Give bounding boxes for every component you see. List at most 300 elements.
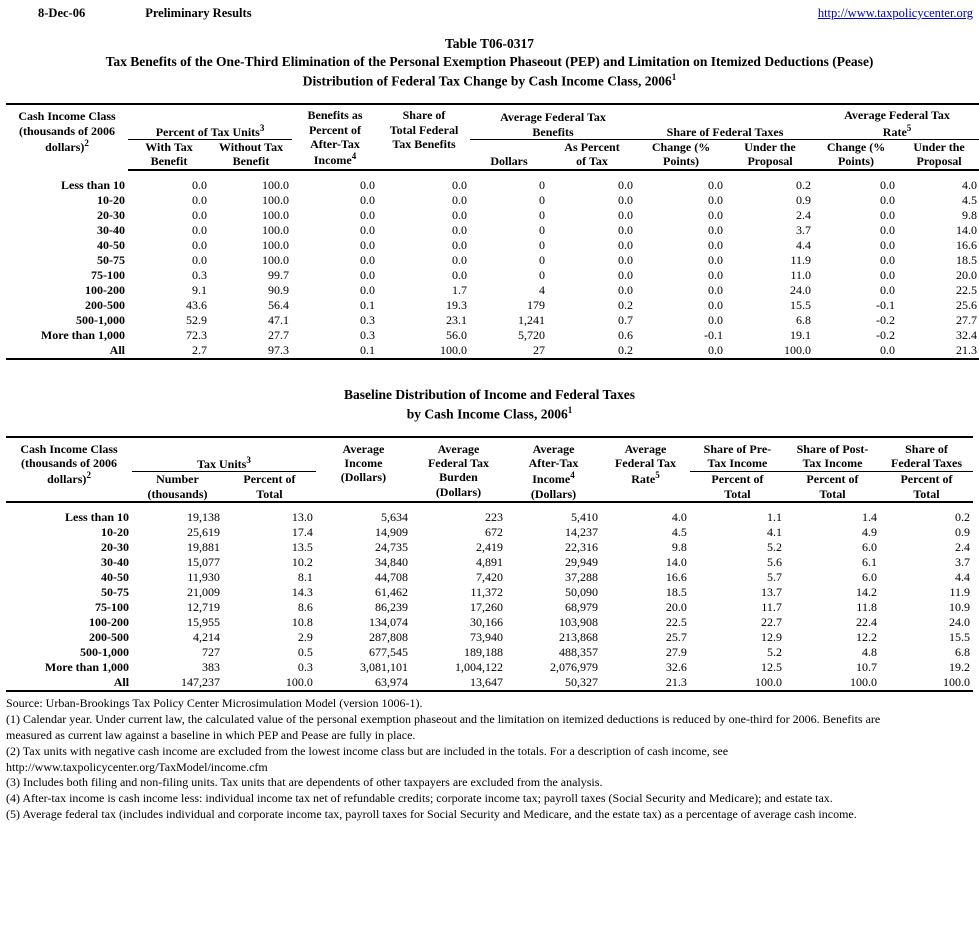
table-number: Table T06-0317 — [445, 36, 534, 51]
cell-share-change: 0.0 — [708, 252, 724, 267]
table-row — [6, 178, 979, 193]
cell-share-total: 100.0 — [440, 342, 468, 357]
row-label: 20-30 — [101, 540, 130, 555]
table-row — [6, 298, 979, 313]
row-label: 500-1,000 — [80, 645, 130, 660]
cell-avg-income: 134,074 — [368, 615, 408, 630]
cell-number: 147,237 — [180, 675, 220, 690]
cell-share-total: 0.0 — [452, 177, 468, 192]
cell-share-pre-tax: 12.5 — [760, 660, 782, 675]
cell-rate-under: 25.6 — [956, 297, 978, 312]
cell-without-benefit: 27.7 — [268, 327, 290, 342]
cell-rate-change: 0.0 — [880, 282, 896, 297]
cell-share-total: 0.0 — [452, 222, 468, 237]
cell-share-total: 0.0 — [452, 237, 468, 252]
row-label: 100-200 — [85, 282, 125, 297]
cell-rate-change: 0.0 — [880, 252, 896, 267]
cell-number: 19,881 — [186, 540, 220, 555]
baseline-title-line2: by Cash Income Class, 2006$^1$ — [406, 404, 573, 422]
cell-avg-after-tax: 50,090 — [565, 585, 599, 600]
cell-avg-income: 3,081,101 — [359, 660, 408, 675]
cell-avg-rate: 25.7 — [665, 630, 687, 645]
footnote-2: (2) Tax units with negative cash income are excluded from the lowest income class but are included in the totals. For a description of cash income, see — [6, 743, 729, 758]
footnote-ref-2b: 2 — [86, 470, 91, 481]
cell-rate-under: 18.5 — [956, 252, 978, 267]
cell-share-pre-tax: 5.2 — [766, 645, 782, 660]
cell-rate-change: 0.0 — [880, 267, 896, 282]
cell-avg-income: 63,974 — [374, 675, 408, 690]
footnote-ref-3: 3 — [259, 122, 265, 133]
table1-col-share-total-benefits: Share of Total Federal Tax Benefits — [389, 108, 459, 151]
footnote-ref-1b: 1 — [567, 404, 573, 415]
cell-pct-of-tax: 0.7 — [618, 312, 634, 327]
cell-pct-of-tax: 0.0 — [618, 192, 634, 207]
cell-rate-under: 27.7 — [956, 312, 978, 327]
cell-share-post-tax: 12.2 — [855, 630, 877, 645]
cell-number: 15,077 — [186, 555, 220, 570]
cell-avg-after-tax: 14,237 — [565, 525, 599, 540]
table1-col-with-benefit: With Tax Benefit — [128, 139, 210, 169]
table-row — [6, 238, 979, 253]
cell-percent-total: 14.3 — [291, 585, 313, 600]
row-label: 75-100 — [95, 600, 130, 615]
footnote-ref-2: 2 — [84, 137, 89, 148]
cell-percent-total: 8.1 — [297, 570, 313, 585]
cell-with-benefit: 0.0 — [192, 192, 207, 207]
cell-percent-total: 13.5 — [291, 540, 313, 555]
table2-col-average-income: Average Income (Dollars) — [340, 441, 387, 485]
cell-avg-after-tax: 213,868 — [559, 630, 599, 645]
cell-avg-income: 61,462 — [374, 585, 408, 600]
cell-benefits-pct: 0.0 — [360, 282, 376, 297]
cell-share-under: 24.0 — [790, 282, 812, 297]
cell-share-fed-taxes: 24.0 — [949, 615, 970, 630]
cell-share-under: 6.8 — [796, 312, 812, 327]
cell-avg-rate: 14.0 — [665, 555, 687, 570]
cell-with-benefit: 0.3 — [192, 267, 207, 282]
table-row — [6, 660, 973, 675]
table-row-total — [6, 343, 979, 359]
cell-percent-total: 0.5 — [297, 645, 313, 660]
cell-share-fed-taxes: 2.4 — [955, 540, 970, 555]
cell-with-benefit: 0.0 — [192, 237, 207, 252]
cell-avg-burden: 672 — [485, 525, 503, 540]
table1-col-under-proposal: Under the Proposal — [726, 139, 814, 169]
row-label: 10-20 — [101, 525, 130, 540]
cell-share-fed-taxes: 0.2 — [955, 510, 970, 525]
footnote-ref-4b: 4 — [570, 470, 575, 481]
row-label: More than 1,000 — [40, 327, 125, 342]
cell-share-post-tax: 10.7 — [855, 660, 877, 675]
cell-without-benefit: 90.9 — [268, 282, 290, 297]
cell-share-under: 2.4 — [796, 207, 812, 222]
stub-line3: dollars)$^2$ — [47, 470, 91, 487]
header-date: 8-Dec-06 — [38, 6, 86, 20]
cell-avg-income: 34,840 — [374, 555, 408, 570]
stub-line2: (thousands of 2006 — [18, 123, 116, 138]
cell-with-benefit: 9.1 — [192, 282, 207, 297]
table1-col-benefits-as-pct: Benefits as Percent of After-Tax Income$^4$ — [307, 108, 363, 168]
cell-share-under: 4.4 — [796, 237, 812, 252]
table-baseline-distribution — [6, 436, 973, 693]
cell-with-benefit: 43.6 — [186, 297, 207, 312]
cell-share-under: 11.0 — [790, 267, 812, 282]
row-label: 50-75 — [97, 252, 125, 267]
table2-col-share-pre-tax-income: Share of Pre- Tax Income — [690, 437, 785, 472]
cell-percent-total: 0.3 — [297, 660, 313, 675]
cell-share-pre-tax: 12.9 — [760, 630, 782, 645]
table2-sub-post-tax-percent: Percent of Total — [785, 471, 880, 502]
cell-share-post-tax: 4.8 — [861, 645, 877, 660]
table1-header-row-subs — [6, 139, 979, 169]
cell-avg-rate: 4.0 — [671, 510, 687, 525]
cell-pct-of-tax: 0.6 — [618, 327, 634, 342]
cell-avg-after-tax: 37,288 — [565, 570, 599, 585]
table-row — [6, 645, 973, 660]
cell-share-total: 19.3 — [446, 297, 468, 312]
table1-group-percent-tax-units: Percent of Tax Units$^3$ — [128, 104, 292, 139]
cell-share-total: 0.0 — [452, 252, 468, 267]
cell-pct-of-tax: 0.0 — [618, 177, 634, 192]
table2-stub-header — [6, 437, 132, 503]
cell-share-post-tax: 6.0 — [861, 570, 877, 585]
cell-dollars: 0 — [539, 177, 546, 192]
cell-with-benefit: 52.9 — [186, 312, 207, 327]
row-label: All — [109, 342, 125, 357]
cell-share-total: 0.0 — [452, 267, 468, 282]
taxpolicycenter-link[interactable]: http://www.taxpolicycenter.org — [817, 6, 973, 20]
cell-share-change: 0.0 — [708, 282, 724, 297]
cell-share-post-tax: 6.0 — [861, 540, 877, 555]
cell-avg-after-tax: 103,908 — [559, 615, 599, 630]
cell-pct-of-tax: 0.0 — [618, 252, 634, 267]
cell-avg-burden: 223 — [485, 510, 503, 525]
row-label: 10-20 — [97, 192, 125, 207]
cell-benefits-pct: 0.0 — [360, 222, 376, 237]
cell-without-benefit: 100.0 — [262, 252, 290, 267]
cell-share-pre-tax: 4.1 — [766, 525, 782, 540]
cell-benefits-pct: 0.1 — [360, 297, 376, 312]
cell-share-pre-tax: 5.2 — [766, 540, 782, 555]
cell-share-pre-tax: 100.0 — [754, 675, 782, 690]
cell-avg-rate: 21.3 — [665, 675, 687, 690]
cell-rate-change: -0.1 — [876, 297, 896, 312]
cell-rate-under: 21.3 — [956, 342, 978, 357]
cell-benefits-pct: 0.1 — [360, 342, 376, 357]
row-label: Less than 10 — [65, 510, 130, 525]
table2-col-share-post-tax-income: Share of Post- Tax Income — [785, 437, 880, 472]
table1-col-dollars: Dollars — [470, 139, 548, 169]
cell-avg-burden: 2,419 — [476, 540, 503, 555]
footnote-ref-4: 4 — [351, 151, 357, 162]
cell-rate-under: 4.0 — [962, 177, 978, 192]
cell-share-change: 0.0 — [708, 207, 724, 222]
stub-line3: dollars)$^2$ — [45, 137, 89, 154]
cell-without-benefit: 100.0 — [262, 237, 290, 252]
table-row — [6, 555, 973, 570]
footnote-4: (4) After-tax income is cash income less: individual income tax net of refundable credits; corporate income tax; payroll taxes (Social Security and Medicare); and estate tax. — [6, 791, 833, 806]
table-title-line2-text: Distribution of Federal Tax Change by Cash Income Class, 2006 — [302, 73, 672, 89]
table-row — [6, 600, 973, 615]
cell-pct-of-tax: 0.0 — [618, 207, 634, 222]
cell-share-under: 100.0 — [784, 342, 812, 357]
cell-avg-rate: 20.0 — [665, 600, 687, 615]
cell-number: 25,619 — [186, 525, 220, 540]
footnote-2-url: http://www.taxpolicycenter.org/TaxModel/income.cfm — [6, 759, 268, 774]
row-label: 30-40 — [97, 222, 125, 237]
cell-share-fed-taxes: 4.4 — [955, 570, 970, 585]
cell-avg-rate: 27.9 — [665, 645, 687, 660]
cell-percent-total: 8.6 — [297, 600, 313, 615]
table2-sub-pre-tax-percent: Percent of Total — [690, 471, 785, 502]
footnote-ref-5b: 5 — [655, 470, 660, 481]
cell-share-pre-tax: 22.7 — [760, 615, 782, 630]
cell-avg-rate: 4.5 — [671, 525, 687, 540]
cell-number: 19,138 — [186, 510, 220, 525]
table-row — [6, 570, 973, 585]
table-federal-tax-change — [6, 103, 979, 360]
cell-avg-income: 44,708 — [374, 570, 408, 585]
page-header — [6, 4, 973, 25]
table-title-line2 — [6, 71, 973, 91]
row-label: 500-1,000 — [76, 312, 125, 327]
cell-share-fed-taxes: 19.2 — [949, 660, 970, 675]
cell-share-change: 0.0 — [708, 177, 724, 192]
cell-with-benefit: 0.0 — [192, 252, 207, 267]
cell-number: 21,009 — [186, 585, 220, 600]
table1-col-as-percent-of-tax: As Percent of Tax — [548, 139, 636, 169]
cell-share-fed-taxes: 15.5 — [949, 630, 970, 645]
table2-col-share-federal-taxes: Share of Federal Taxes — [880, 437, 973, 472]
cell-share-change: 0.0 — [708, 342, 724, 357]
cell-dollars: 4 — [539, 282, 546, 297]
cell-rate-under: 9.8 — [962, 207, 978, 222]
stub-line1: Cash Income Class — [20, 441, 118, 456]
cell-share-total: 23.1 — [446, 312, 468, 327]
cell-avg-rate: 32.6 — [665, 660, 687, 675]
cell-dollars: 27 — [533, 342, 546, 357]
cell-pct-of-tax: 0.0 — [618, 222, 634, 237]
source-note: Source: Urban-Brookings Tax Policy Center Microsimulation Model (version 1006-1). — [6, 696, 423, 711]
table1-col-change-points: Change (% Points) — [636, 139, 726, 169]
row-label: 50-75 — [101, 585, 130, 600]
baseline-title-line1: Baseline Distribution of Income and Federal Taxes — [343, 386, 635, 402]
footnote-ref-3b: 3 — [246, 454, 251, 465]
cell-without-benefit: 56.4 — [268, 297, 290, 312]
cell-pct-of-tax: 0.0 — [618, 282, 634, 297]
row-label: 40-50 — [97, 237, 125, 252]
cell-number: 4,214 — [192, 630, 220, 645]
cell-rate-change: 0.0 — [880, 237, 896, 252]
cell-rate-change: -0.2 — [876, 327, 896, 342]
cell-without-benefit: 99.7 — [268, 267, 290, 282]
cell-avg-income: 677,545 — [368, 645, 408, 660]
cell-rate-under: 20.0 — [956, 267, 978, 282]
row-label: 30-40 — [101, 555, 130, 570]
cell-dollars: 0 — [539, 267, 546, 282]
cell-pct-of-tax: 0.2 — [618, 297, 634, 312]
cell-share-post-tax: 22.4 — [855, 615, 877, 630]
table1-stub-header — [6, 104, 128, 171]
cell-avg-burden: 13,647 — [470, 675, 503, 690]
cell-avg-burden: 30,166 — [470, 615, 503, 630]
cell-share-fed-taxes: 0.9 — [955, 525, 970, 540]
cell-rate-under: 14.0 — [956, 222, 978, 237]
cell-share-post-tax: 11.8 — [856, 600, 877, 615]
cell-avg-after-tax: 50,327 — [565, 675, 599, 690]
row-label: 20-30 — [97, 207, 125, 222]
cell-number: 11,930 — [187, 570, 220, 585]
cell-avg-burden: 73,940 — [470, 630, 503, 645]
cell-share-fed-taxes: 10.9 — [949, 600, 970, 615]
cell-pct-of-tax: 0.0 — [618, 267, 634, 282]
table1-col-rate-change-points: Change (% Points) — [814, 139, 898, 169]
table1-bottom-rule — [6, 359, 979, 360]
cell-percent-total: 13.0 — [291, 510, 313, 525]
table-row — [6, 193, 979, 208]
cell-avg-income: 287,808 — [368, 630, 408, 645]
table1-col-rate-under-proposal: Under the Proposal — [898, 139, 979, 169]
table1-group-average-benefits: Average Federal Tax Benefits — [470, 104, 636, 139]
cell-rate-under: 4.5 — [962, 192, 978, 207]
cell-share-post-tax: 6.1 — [861, 555, 877, 570]
cell-share-change: 0.0 — [708, 297, 724, 312]
cell-number: 383 — [201, 660, 220, 675]
cell-avg-burden: 189,188 — [464, 645, 503, 660]
table1-col-without-benefit: Without Tax Benefit — [210, 139, 292, 169]
cell-avg-income: 24,735 — [374, 540, 408, 555]
table1-group-share-federal-taxes: Share of Federal Taxes — [636, 104, 814, 139]
cell-percent-total: 10.2 — [291, 555, 313, 570]
footnote-1-cont: measured as current law against a baseline in which PEP and Pease are fully in place. — [6, 727, 416, 742]
row-label: Less than 10 — [60, 177, 125, 192]
table2-col-number-thousands: Number (thousands) — [132, 471, 223, 502]
cell-with-benefit: 0.0 — [192, 222, 207, 237]
cell-avg-rate: 18.5 — [665, 585, 687, 600]
row-label: All — [113, 675, 130, 690]
table2-group-tax-units: Tax Units$^3$ — [132, 437, 316, 472]
cell-avg-after-tax: 488,357 — [559, 645, 599, 660]
cell-rate-change: 0.0 — [880, 222, 896, 237]
cell-benefits-pct: 0.0 — [360, 267, 376, 282]
cell-share-post-tax: 1.4 — [861, 510, 877, 525]
cell-share-total: 56.0 — [446, 327, 468, 342]
cell-share-pre-tax: 11.7 — [761, 600, 782, 615]
table-row — [6, 510, 973, 525]
cell-number: 15,955 — [186, 615, 220, 630]
cell-without-benefit: 100.0 — [262, 207, 290, 222]
cell-rate-change: 0.0 — [880, 177, 896, 192]
cell-with-benefit: 0.0 — [192, 177, 207, 192]
cell-avg-rate: 22.5 — [665, 615, 687, 630]
cell-share-total: 0.0 — [452, 192, 468, 207]
cell-rate-under: 32.4 — [956, 327, 978, 342]
cell-share-under: 3.7 — [796, 222, 812, 237]
cell-dollars: 0 — [539, 237, 546, 252]
cell-without-benefit: 47.1 — [268, 312, 290, 327]
table-row — [6, 208, 979, 223]
cell-share-under: 0.9 — [796, 192, 812, 207]
stub-line1: Cash Income Class — [18, 109, 116, 124]
cell-benefits-pct: 0.3 — [360, 327, 376, 342]
header-status: Preliminary Results — [145, 6, 252, 20]
table1-header-row-groups — [6, 104, 979, 139]
cell-share-post-tax: 100.0 — [849, 675, 877, 690]
cell-share-under: 19.1 — [790, 327, 812, 342]
table-row — [6, 540, 973, 555]
cell-percent-total: 2.9 — [297, 630, 313, 645]
cell-avg-burden: 11,372 — [470, 585, 503, 600]
table2-bottom-rule — [6, 691, 973, 692]
cell-avg-income: 5,634 — [380, 510, 408, 525]
cell-avg-after-tax: 22,316 — [565, 540, 599, 555]
cell-share-change: 0.0 — [708, 192, 724, 207]
table2-sub-federal-taxes-percent: Percent of Total — [880, 471, 973, 502]
table-row — [6, 328, 979, 343]
cell-dollars: 5,720 — [518, 327, 546, 342]
cell-benefits-pct: 0.3 — [360, 312, 376, 327]
table-row — [6, 313, 979, 328]
cell-number: 12,719 — [186, 600, 220, 615]
table-row — [6, 268, 979, 283]
cell-percent-total: 17.4 — [291, 525, 313, 540]
cell-dollars: 179 — [527, 297, 546, 312]
cell-share-change: -0.1 — [704, 327, 724, 342]
cell-share-under: 11.9 — [790, 252, 812, 267]
footnote-5: (5) Average federal tax (includes individual and corporate income tax, payroll taxes for Social Security and Medicare, and the estate tax) as a percentage of average cash income. — [6, 807, 857, 822]
cell-share-change: 0.0 — [708, 237, 724, 252]
table-row — [6, 630, 973, 645]
cell-without-benefit: 100.0 — [262, 192, 290, 207]
cell-rate-change: -0.2 — [876, 312, 896, 327]
table-row — [6, 223, 979, 238]
table2-col-average-burden: Average Federal Tax Burden (Dollars) — [427, 441, 489, 499]
cell-dollars: 0 — [539, 192, 546, 207]
stub-line2: (thousands of 2006 — [21, 456, 118, 471]
row-label: 200-500 — [89, 630, 130, 645]
footnote-ref-1: 1 — [671, 72, 677, 83]
cell-avg-burden: 17,260 — [470, 600, 503, 615]
cell-number: 727 — [201, 645, 220, 660]
cell-benefits-pct: 0.0 — [360, 192, 376, 207]
cell-dollars: 0 — [539, 207, 546, 222]
cell-avg-after-tax: 68,979 — [565, 600, 599, 615]
cell-share-pre-tax: 1.1 — [766, 510, 782, 525]
cell-rate-change: 0.0 — [880, 192, 896, 207]
cell-avg-burden: 7,420 — [476, 570, 503, 585]
cell-dollars: 1,241 — [518, 312, 546, 327]
cell-share-post-tax: 14.2 — [855, 585, 877, 600]
cell-share-pre-tax: 5.6 — [766, 555, 782, 570]
cell-without-benefit: 100.0 — [262, 177, 290, 192]
cell-avg-rate: 9.8 — [671, 540, 687, 555]
cell-rate-change: 0.0 — [880, 207, 896, 222]
cell-rate-under: 22.5 — [956, 282, 978, 297]
footnote-ref-5: 5 — [906, 122, 912, 133]
table-row — [6, 585, 973, 600]
cell-without-benefit: 97.3 — [268, 342, 290, 357]
row-label: More than 1,000 — [44, 660, 130, 675]
table-row — [6, 615, 973, 630]
cell-without-benefit: 100.0 — [262, 222, 290, 237]
cell-with-benefit: 72.3 — [186, 327, 207, 342]
row-label: 200-500 — [85, 297, 125, 312]
footnotes — [6, 696, 973, 823]
cell-share-fed-taxes: 6.8 — [955, 645, 970, 660]
cell-benefits-pct: 0.0 — [360, 207, 376, 222]
table-row — [6, 253, 979, 268]
cell-benefits-pct: 0.0 — [360, 237, 376, 252]
